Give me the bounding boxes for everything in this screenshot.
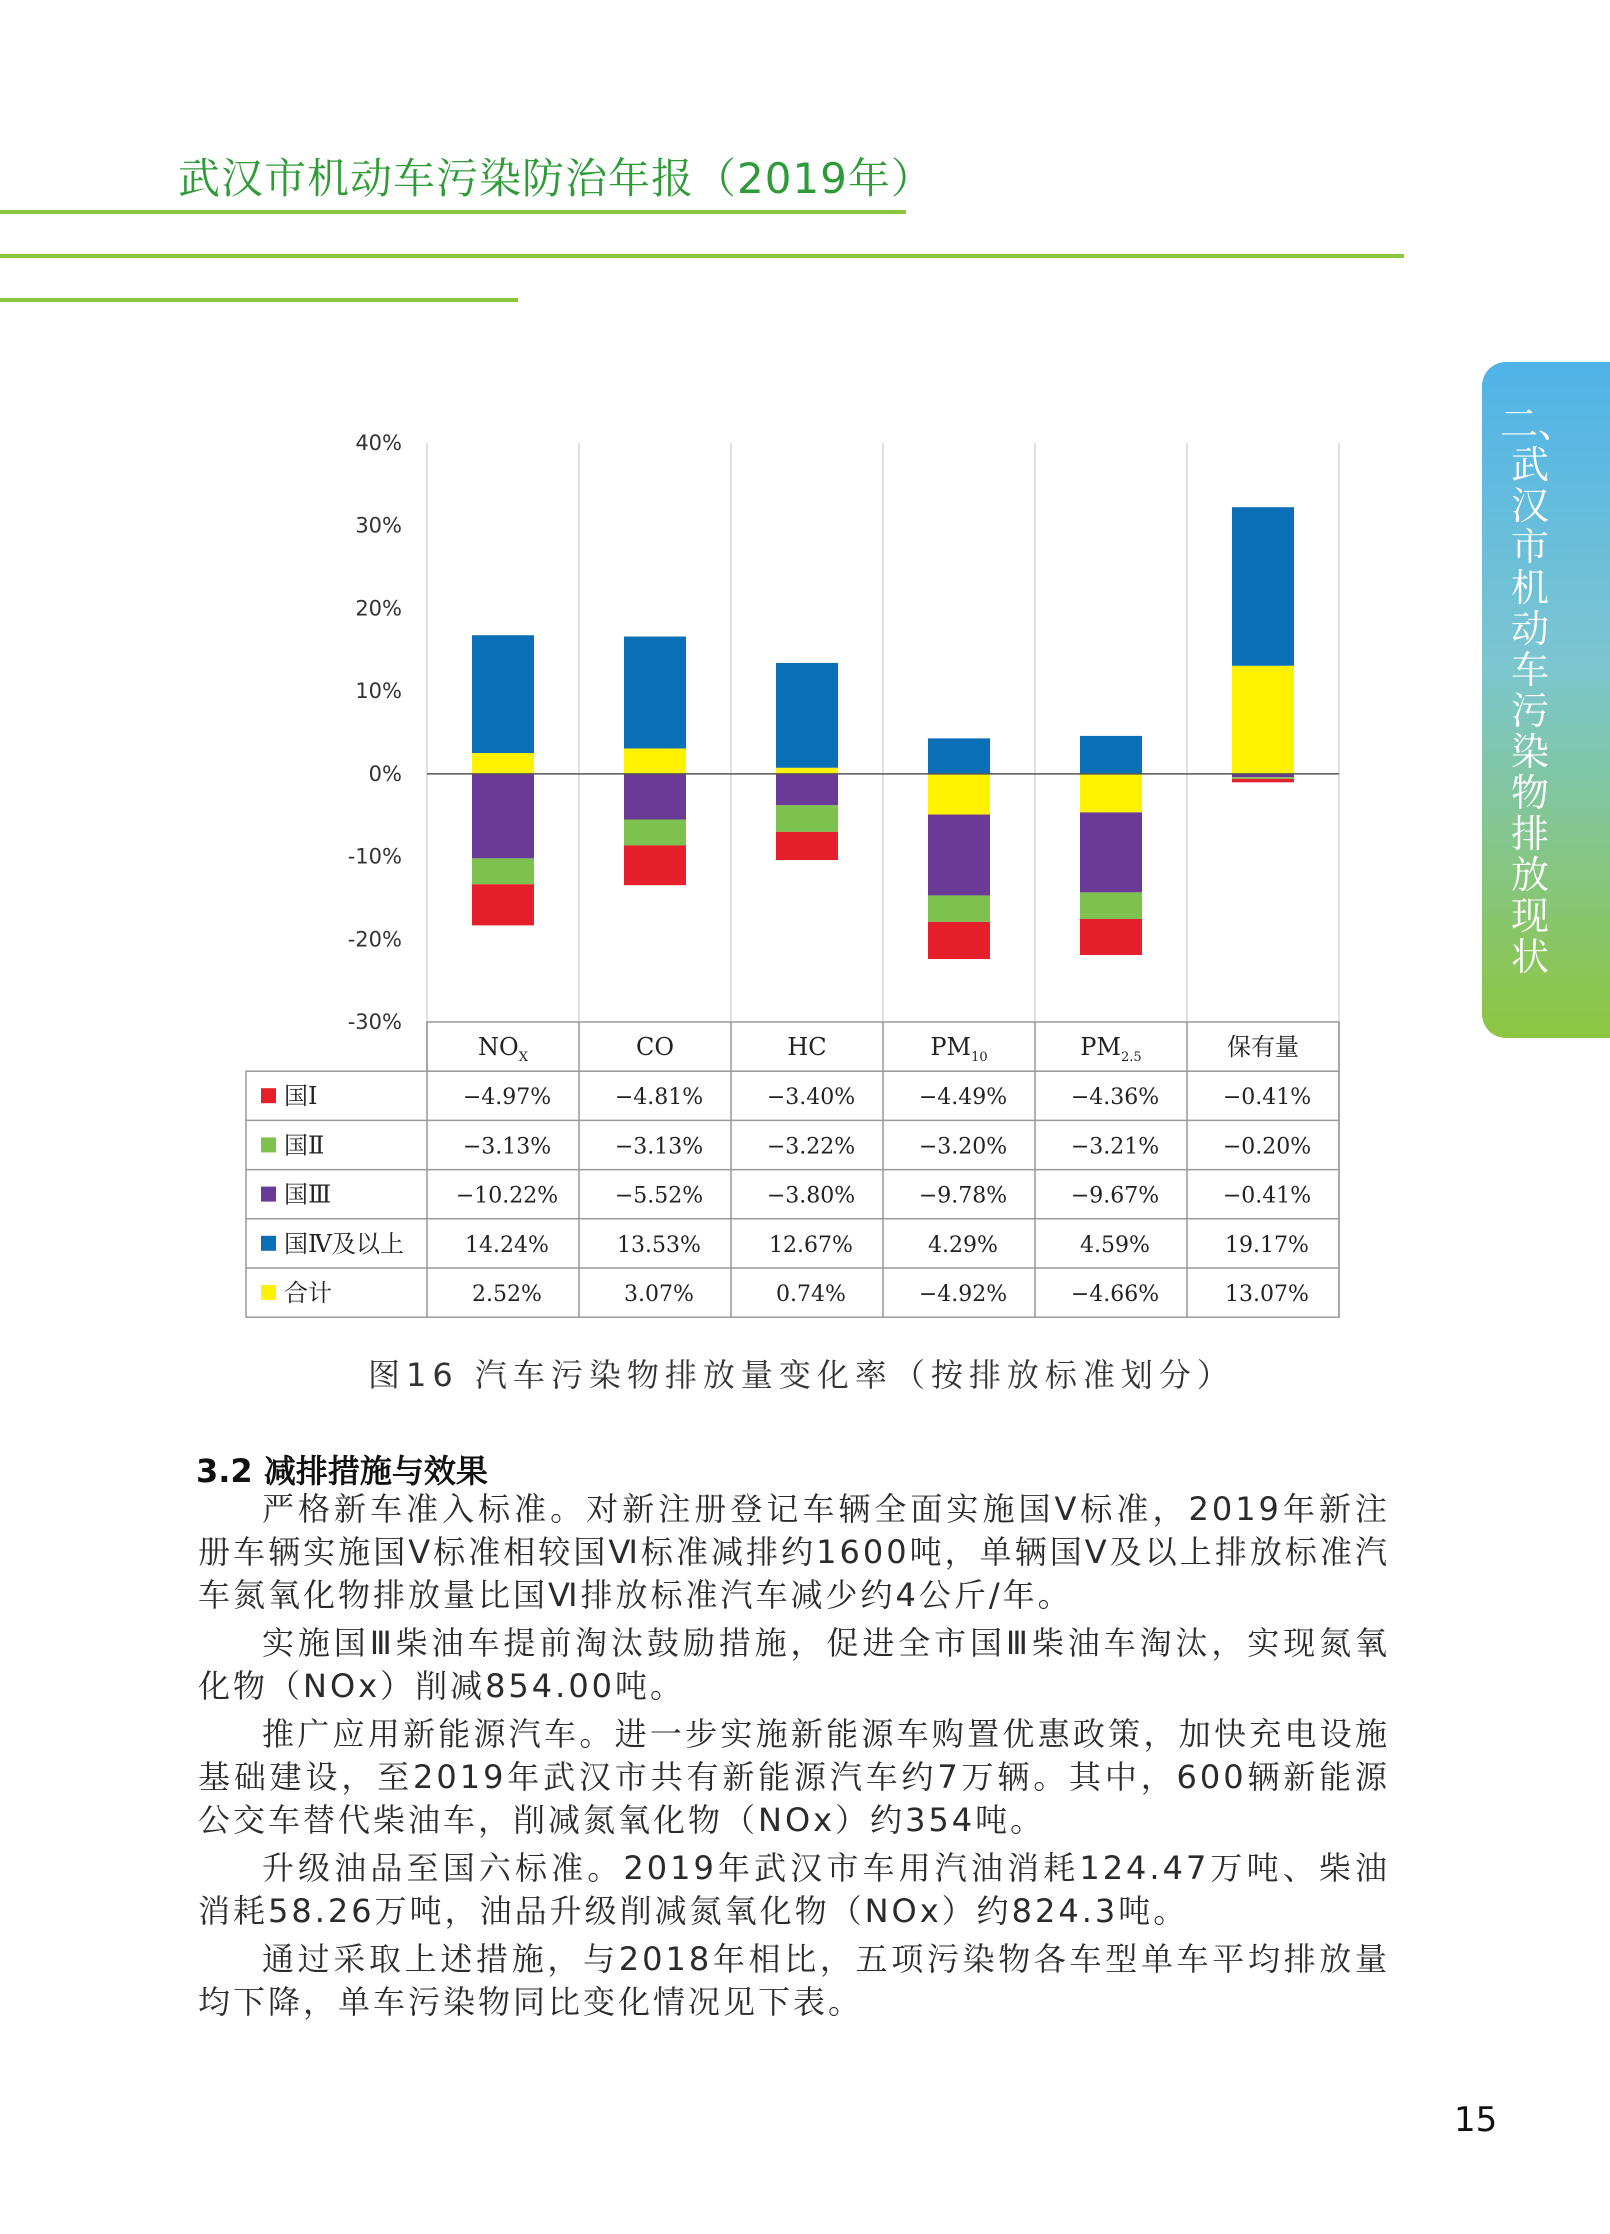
bar-guo4 [776, 663, 838, 768]
y-tick-label: 40% [355, 431, 402, 455]
legend-label: 国Ⅳ及以上 [284, 1229, 404, 1258]
legend-swatch [261, 1285, 276, 1300]
bar-guo3 [624, 774, 686, 820]
table-value: −3.40% [766, 1085, 856, 1111]
y-tick-label: 30% [355, 513, 402, 538]
table-value: 3.07% [624, 1282, 694, 1307]
section-title: 3.2 减排措施与效果 [196, 1452, 488, 1490]
y-tick-label: 0% [368, 761, 402, 786]
table-value: −0.20% [1222, 1134, 1312, 1160]
table-value: 2.52% [472, 1282, 542, 1307]
table-value: −3.21% [1070, 1134, 1160, 1160]
table-value: 0.74% [776, 1282, 846, 1307]
legend-label: 合计 [284, 1279, 332, 1307]
paragraph: 推广应用新能源汽车。进一步实施新能源车购置优惠政策，加快充电设施基础建设，至2019年武汉市共有新能源汽车约7万辆。其中，600辆新能源公交车替代柴油车，削减氮氧化物（NOx）约354吨。 [198, 1715, 1390, 1839]
table-value: −9.67% [1070, 1183, 1160, 1209]
bar-guo2 [472, 858, 534, 884]
bar-total [928, 774, 990, 815]
bar-guo3 [472, 774, 534, 859]
y-tick-label: -20% [347, 927, 402, 952]
category-label: $PM_{10}$ [930, 1033, 988, 1065]
bar-guo1 [624, 845, 686, 885]
legend-swatch [261, 1236, 276, 1251]
table-value: −4.66% [1070, 1282, 1160, 1307]
category-label: HC [787, 1033, 827, 1061]
table-value: −9.78% [918, 1183, 1008, 1209]
bar-guo1 [928, 922, 990, 959]
table-value: −4.81% [614, 1085, 704, 1111]
bar-guo2 [1232, 777, 1294, 779]
bar-guo3 [776, 774, 838, 805]
table-value: −4.49% [918, 1085, 1008, 1111]
y-tick-label: -10% [347, 844, 402, 869]
bar-guo4 [472, 635, 534, 753]
paragraph: 严格新车准入标准。对新注册登记车辆全面实施国Ⅴ标准，2019年新注册车辆实施国Ⅴ标准相较国Ⅵ标准减排约1600吨，单辆国Ⅴ及以上排放标准汽车氮氧化物排放量比国Ⅵ排放标准汽车减少约4公斤/年。 [198, 1490, 1390, 1614]
table-value: 14.24% [465, 1232, 549, 1258]
table-value: 12.67% [769, 1232, 853, 1258]
legend-swatch [261, 1137, 276, 1152]
bar-guo2 [1080, 892, 1142, 919]
bar-guo4 [1232, 507, 1294, 666]
bar-total [1232, 666, 1294, 774]
category-label: CO [635, 1033, 675, 1061]
table-value: 13.07% [1225, 1282, 1309, 1307]
page-number: 15 [1454, 2100, 1498, 2140]
bar-guo4 [624, 637, 686, 749]
bar-guo1 [472, 884, 534, 925]
bar-guo1 [1232, 779, 1294, 782]
table-value: −4.36% [1070, 1085, 1160, 1111]
table-value: −0.41% [1222, 1183, 1312, 1209]
table-value: 19.17% [1225, 1232, 1309, 1258]
table-value: −5.52% [614, 1183, 704, 1209]
y-tick-label: 20% [355, 596, 402, 621]
bar-guo2 [776, 805, 838, 832]
table-value: −3.20% [918, 1134, 1008, 1160]
table-value: −0.41% [1222, 1085, 1312, 1111]
table-value: −4.97% [462, 1085, 552, 1111]
bar-guo1 [1080, 919, 1142, 955]
table-value: −3.80% [766, 1183, 856, 1209]
bar-total [776, 768, 838, 774]
chapter-side-tab-label: 二、武汉市机动车污染物排放现状 [1500, 402, 1577, 979]
table-value: −4.92% [918, 1282, 1008, 1307]
legend-label: 国Ⅲ [284, 1180, 332, 1209]
bar-total [1080, 774, 1142, 813]
bar-guo2 [624, 820, 686, 846]
y-tick-label: 10% [355, 679, 402, 704]
category-label: $NO_X$ [478, 1033, 528, 1065]
figure-caption: 图16 汽车污染物排放量变化率（按排放标准划分） [368, 1356, 1235, 1394]
legend-swatch [261, 1088, 276, 1103]
legend-label: 国Ⅱ [284, 1131, 325, 1160]
bar-guo3 [928, 815, 990, 896]
bar-guo4 [928, 738, 990, 773]
bar-guo1 [776, 832, 838, 860]
header-title: 武汉市机动车污染防治年报（2019年） [178, 154, 934, 203]
section-body [198, 1488, 1390, 2029]
legend-label: 国Ⅰ [284, 1082, 318, 1111]
paragraph: 通过采取上述措施，与2018年相比，五项污染物各车型单车平均排放量均下降，单车污染物同比变化情况见下表。 [198, 1940, 1390, 2021]
paragraph: 升级油品至国六标准。2019年武汉市车用汽油消耗124.47万吨、柴油消耗58.26万吨，油品升级削减氮氧化物（NOx）约824.3吨。 [198, 1849, 1390, 1930]
bar-guo4 [1080, 736, 1142, 774]
bar-total [472, 753, 534, 774]
bar-guo2 [928, 895, 990, 921]
table-value: 4.59% [1080, 1232, 1150, 1258]
table-value: −3.13% [614, 1134, 704, 1160]
y-tick-label: -30% [347, 1010, 402, 1034]
category-label: 保有量 [1227, 1033, 1299, 1061]
table-value: −10.22% [455, 1183, 559, 1209]
bar-total [624, 748, 686, 773]
bar-guo3 [1080, 812, 1142, 892]
table-value: −3.13% [462, 1134, 552, 1160]
table-value: 13.53% [617, 1232, 701, 1258]
table-value: −3.22% [766, 1134, 856, 1160]
paragraph: 实施国Ⅲ柴油车提前淘汰鼓励措施，促进全市国Ⅲ柴油车淘汰，实现氮氧化物（NOx）削减854.00吨。 [198, 1624, 1390, 1705]
legend-swatch [261, 1187, 276, 1202]
table-value: 4.29% [928, 1232, 998, 1258]
category-label: $PM_{2.5}$ [1080, 1033, 1142, 1065]
